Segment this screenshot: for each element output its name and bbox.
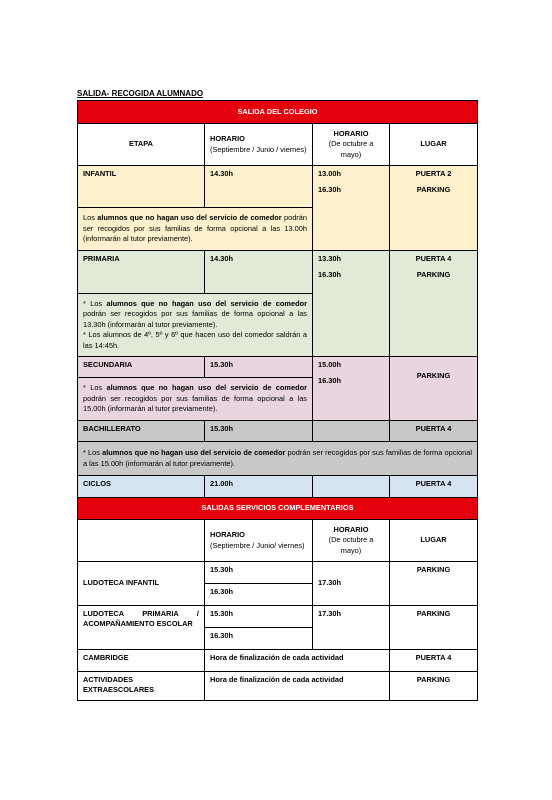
bachillerato-note: * Los alumnos que no hagan uso del servicio de comedor podrán ser recogidos por sus familias de forma opcional a las 15.00h (informarán al tutor previamente). <box>78 442 478 476</box>
row-ciclos <box>78 476 478 498</box>
bachillerato-h2 <box>313 421 390 442</box>
ludoteca-primaria-h1b: 16.30h <box>205 628 313 650</box>
ludoteca-infantil-h1a: 15.30h <box>205 562 313 584</box>
salida-header: SALIDA DEL COLEGIO <box>78 101 478 124</box>
etapa-primaria: PRIMARIA <box>78 251 205 294</box>
infantil-note: Los alumnos que no hagan uso del servicio de comedor podrán ser recogidos por sus familias de forma opcional a las 13.00h (informarán al tutor previamente). <box>78 208 313 251</box>
ludoteca-primaria-lugar: PARKING <box>390 606 478 650</box>
ciclos-h1: 21.00h <box>205 476 313 498</box>
bachillerato-h1: 15.30h <box>205 421 313 442</box>
ludoteca-infantil-lugar: PARKING <box>390 562 478 606</box>
etapa-bachillerato: BACHILLERATO <box>78 421 205 442</box>
primaria-note: * Los alumnos que no hagan uso del servicio de comedor podrán ser recogidos por sus familias de forma opcional a las 13.30h (informarán al tutor previamente). * Los alumnos de 4º, 5º y 6º que hacen uso del comedor saldrán a las 14:45h. <box>78 294 313 357</box>
extraescolares-lugar: PARKING <box>390 672 478 701</box>
col-horario-2: HORARIO (De octubre a mayo) <box>313 124 390 166</box>
servicios-col-blank <box>78 520 205 562</box>
primaria-h2: 13.30h 16.30h <box>313 251 390 357</box>
servicios-col-horario-1: HORARIO (Septiembre / Junio/ viernes) <box>205 520 313 562</box>
ludoteca-infantil-name: LUDOTECA INFANTIL <box>78 562 205 606</box>
page-title: SALIDA- RECOGIDA ALUMNADO <box>77 89 204 98</box>
servicios-col-lugar: LUGAR <box>390 520 478 562</box>
cambridge-lugar: PUERTA 4 <box>390 650 478 672</box>
etapa-infantil: INFANTIL <box>78 166 205 208</box>
col-horario-1: HORARIO (Septiembre / Junio / viernes) <box>205 124 313 166</box>
row-ludoteca-primaria <box>78 606 478 628</box>
ciclos-h2 <box>313 476 390 498</box>
cambridge-name: CAMBRIDGE <box>78 650 205 672</box>
primaria-h1: 14.30h <box>205 251 313 294</box>
servicios-header: SALIDAS SERVICIOS COMPLEMENTARIOS <box>78 498 478 520</box>
ludoteca-primaria-h2: 17.30h <box>313 606 390 650</box>
bachillerato-lugar: PUERTA 4 <box>390 421 478 442</box>
secundaria-note: * Los alumnos que no hagan uso del servicio de comedor podrán ser recogidos por sus familias de forma opcional a las 15.00h (informarán al tutor previamente). <box>78 378 313 421</box>
primaria-note-2: * Los alumnos de 4º, 5º y 6º que hacen uso del comedor saldrán a las 14:45h. <box>83 330 307 350</box>
etapa-ciclos: CICLOS <box>78 476 205 498</box>
ciclos-lugar: PUERTA 4 <box>390 476 478 498</box>
ludoteca-infantil-h1b: 16.30h <box>205 584 313 606</box>
secundaria-h2: 15.00h 16.30h <box>313 357 390 421</box>
ludoteca-primaria-name: LUDOTECA PRIMARIA / ACOMPAÑAMIENTO ESCOLAR <box>78 606 205 650</box>
extraescolares-name: ACTIVIDADES EXTRAESCOLARES <box>78 672 205 701</box>
row-bachillerato <box>78 421 478 442</box>
infantil-lugar: PUERTA 2 PARKING <box>390 166 478 251</box>
ludoteca-infantil-h2: 17.30h <box>313 562 390 606</box>
row-infantil <box>78 166 478 208</box>
col-lugar: LUGAR <box>390 124 478 166</box>
extraescolares-horario: Hora de finalización de cada actividad <box>205 672 390 701</box>
row-cambridge <box>78 650 478 672</box>
infantil-h2: 13.00h 16.30h <box>313 166 390 251</box>
row-primaria <box>78 251 478 294</box>
servicios-col-horario-2: HORARIO (De octubre a mayo) <box>313 520 390 562</box>
row-secundaria <box>78 357 478 378</box>
row-ludoteca-infantil <box>78 562 478 584</box>
cambridge-horario: Hora de finalización de cada actividad <box>205 650 390 672</box>
etapa-secundaria: SECUNDARIA <box>78 357 205 378</box>
primaria-lugar: PUERTA 4 PARKING <box>390 251 478 357</box>
infantil-h1: 14.30h <box>205 166 313 208</box>
col-etapa: ETAPA <box>78 124 205 166</box>
row-extraescolares <box>78 672 478 701</box>
secundaria-h1: 15.30h <box>205 357 313 378</box>
secundaria-lugar: PARKING <box>390 357 478 421</box>
salida-table <box>77 100 478 701</box>
ludoteca-primaria-h1a: 15.30h <box>205 606 313 628</box>
